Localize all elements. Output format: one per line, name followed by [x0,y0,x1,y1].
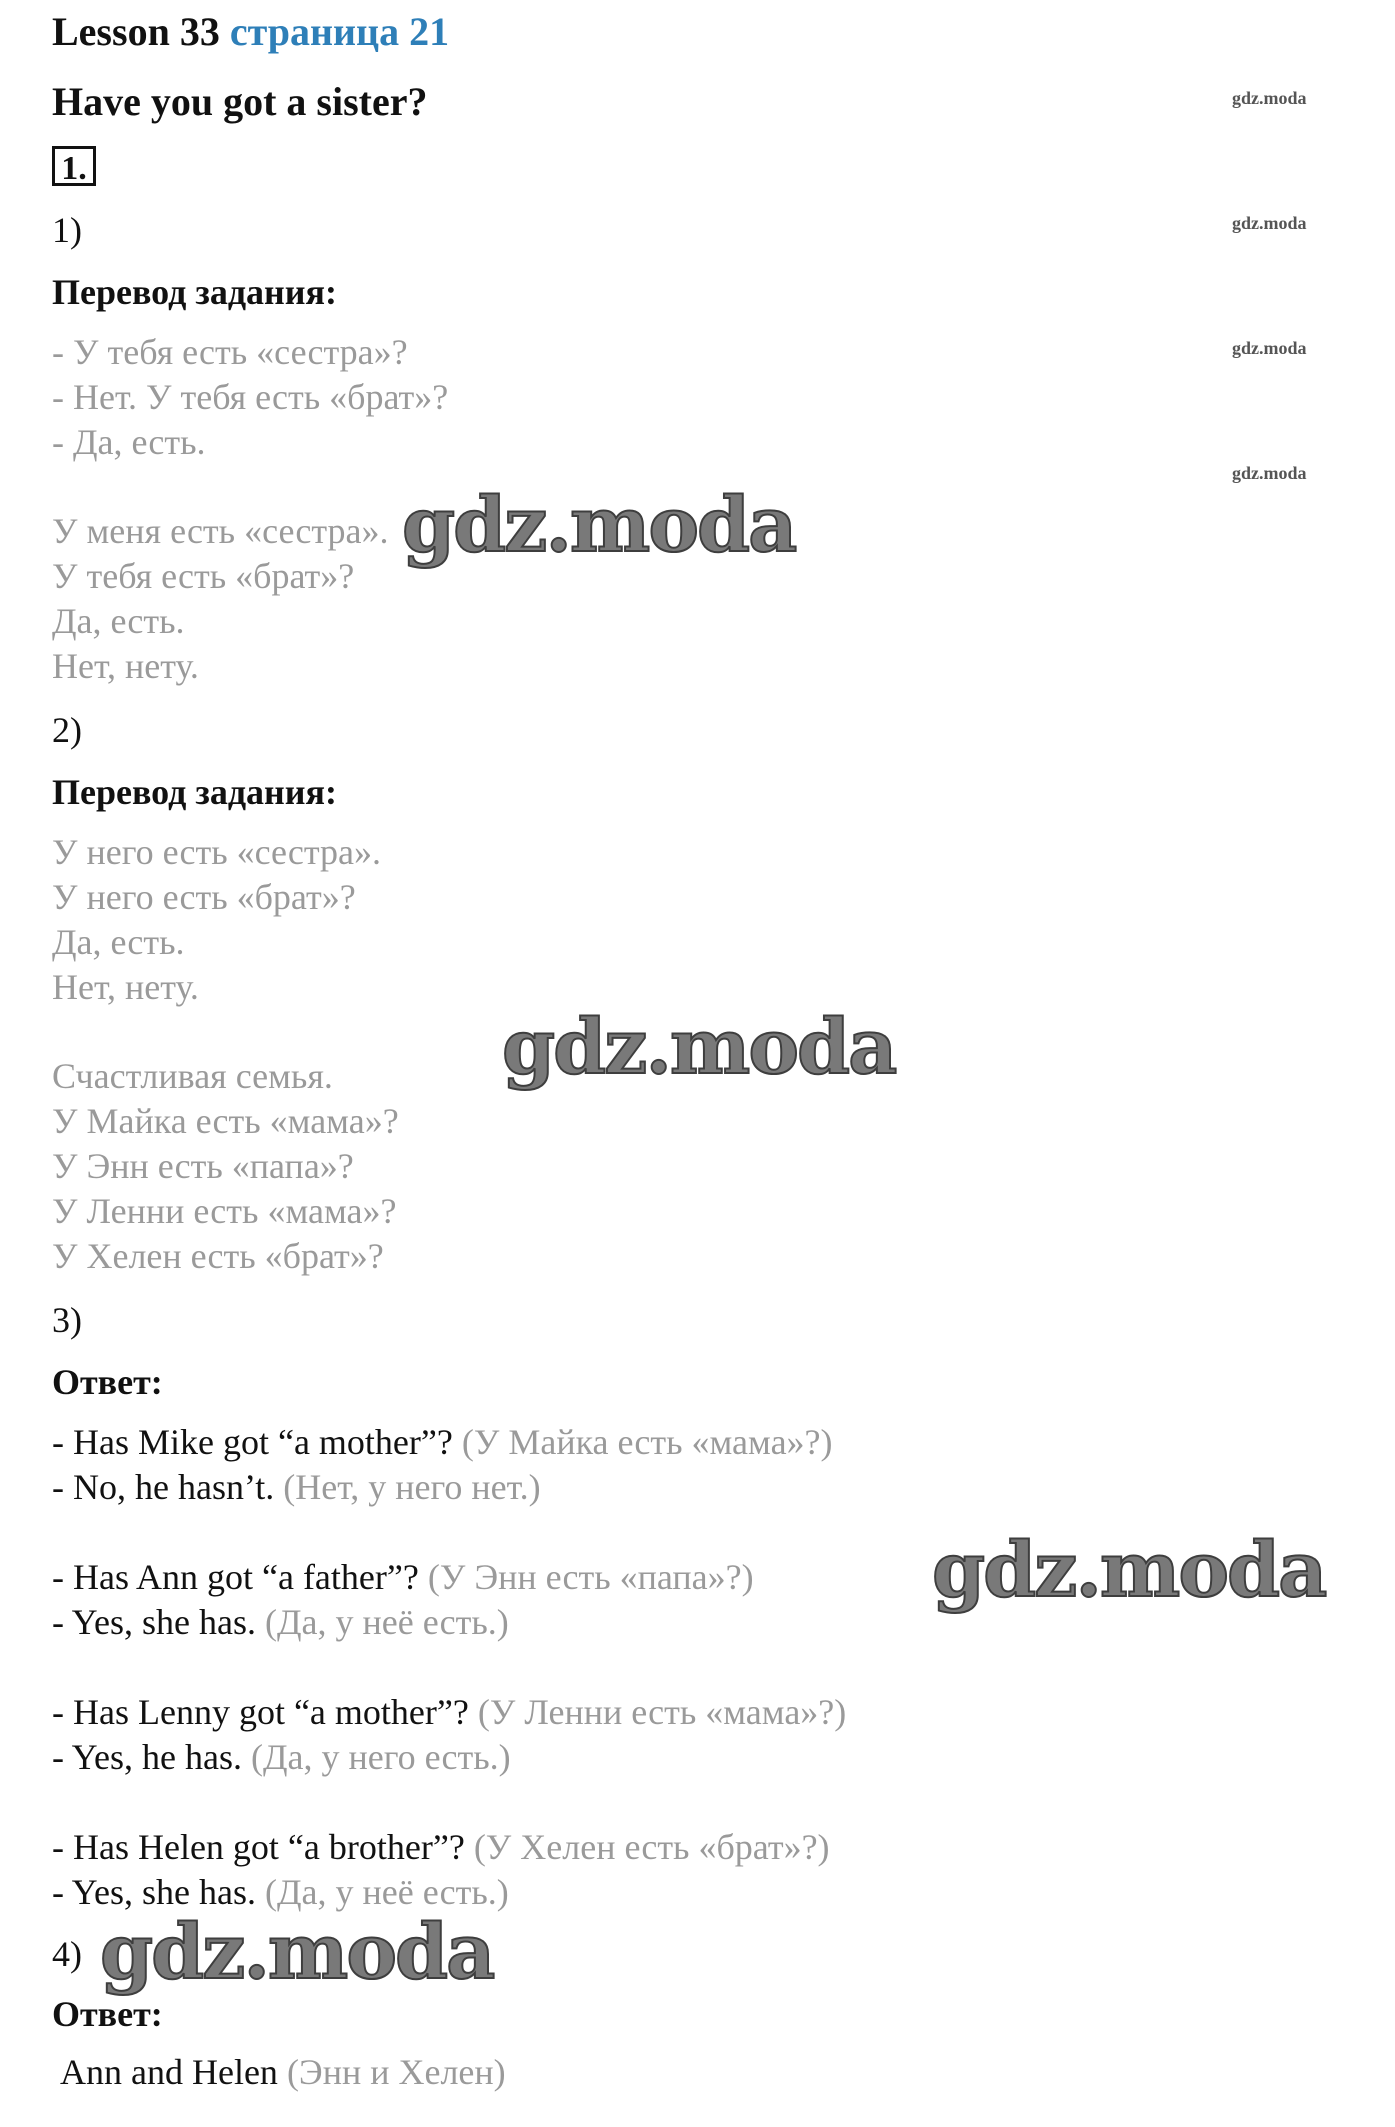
family-line: У Ленни есть «мама»? [52,1191,397,1231]
family-line: У Майка есть «мама»? [52,1101,399,1141]
family-line: У Энн есть «папа»? [52,1146,354,1186]
section-number: 4) [52,1934,82,1974]
answer-line: - Yes, she has. (Да, у неё есть.) [52,1602,509,1642]
dialogue-line: - У тебя есть «сестра»? [52,332,408,372]
watermark-small: gdz.moda [1232,338,1307,358]
answer-label: Ответ: [52,1994,163,2034]
family-line: У Хелен есть «брат»? [52,1236,384,1276]
dialogue-line: - Нет. У тебя есть «брат»? [52,377,449,417]
section-number: 3) [52,1300,82,1340]
watermark-small: gdz.moda [1232,213,1307,233]
watermark-large: gdz.moda [402,480,796,569]
answer-label: Ответ: [52,1362,163,1402]
watermark-large: gdz.moda [502,1002,896,1091]
answer-line: - Yes, he has. (Да, у него есть.) [52,1737,511,1777]
dialogue-line: - Да, есть. [52,422,206,462]
answer-line: - Yes, she has. (Да, у неё есть.) [52,1872,509,1912]
section-number: 2) [52,710,82,750]
question-line: - Has Ann got “a father”? (У Энн есть «папа»?) [52,1557,754,1597]
watermark-small: gdz.moda [1232,463,1307,483]
section-number: 1) [52,210,82,250]
page-title: Have you got a sister? [52,79,428,124]
lesson-number: Lesson 33 [52,9,220,54]
question-line: - Has Lenny got “a mother”? (У Ленни есть «мама»?) [52,1692,847,1732]
task-number-box: 1. [52,146,96,186]
lesson-header [52,8,449,56]
answer-line: Ann and Helen (Энн и Хелен) [60,2052,506,2092]
watermark-small: gdz.moda [1232,88,1307,108]
question-line: - Has Mike got “a mother”? (У Майка есть «мама»?) [52,1422,833,1462]
translation-line: У него есть «брат»? [52,877,356,917]
question-line: - Has Helen got “a brother”? (У Хелен есть «брат»?) [52,1827,830,1867]
translation-line: Нет, нету. [52,967,199,1007]
page-reference: страница 21 [229,9,450,54]
translation-line: У тебя есть «брат»? [52,556,355,596]
watermark-large: gdz.moda [100,1907,494,1996]
translation-label: Перевод задания: [52,772,337,812]
watermark-large: gdz.moda [932,1525,1326,1614]
translation-label: Перевод задания: [52,272,337,312]
translation-line: У меня есть «сестра». [52,511,389,551]
family-line: Счастливая семья. [52,1056,333,1096]
translation-line: Да, есть. [52,922,185,962]
translation-line: У него есть «сестра». [52,832,382,872]
translation-line: Нет, нету. [52,646,199,686]
answer-line: - No, he hasn’t. (Нет, у него нет.) [52,1467,541,1507]
translation-line: Да, есть. [52,601,185,641]
